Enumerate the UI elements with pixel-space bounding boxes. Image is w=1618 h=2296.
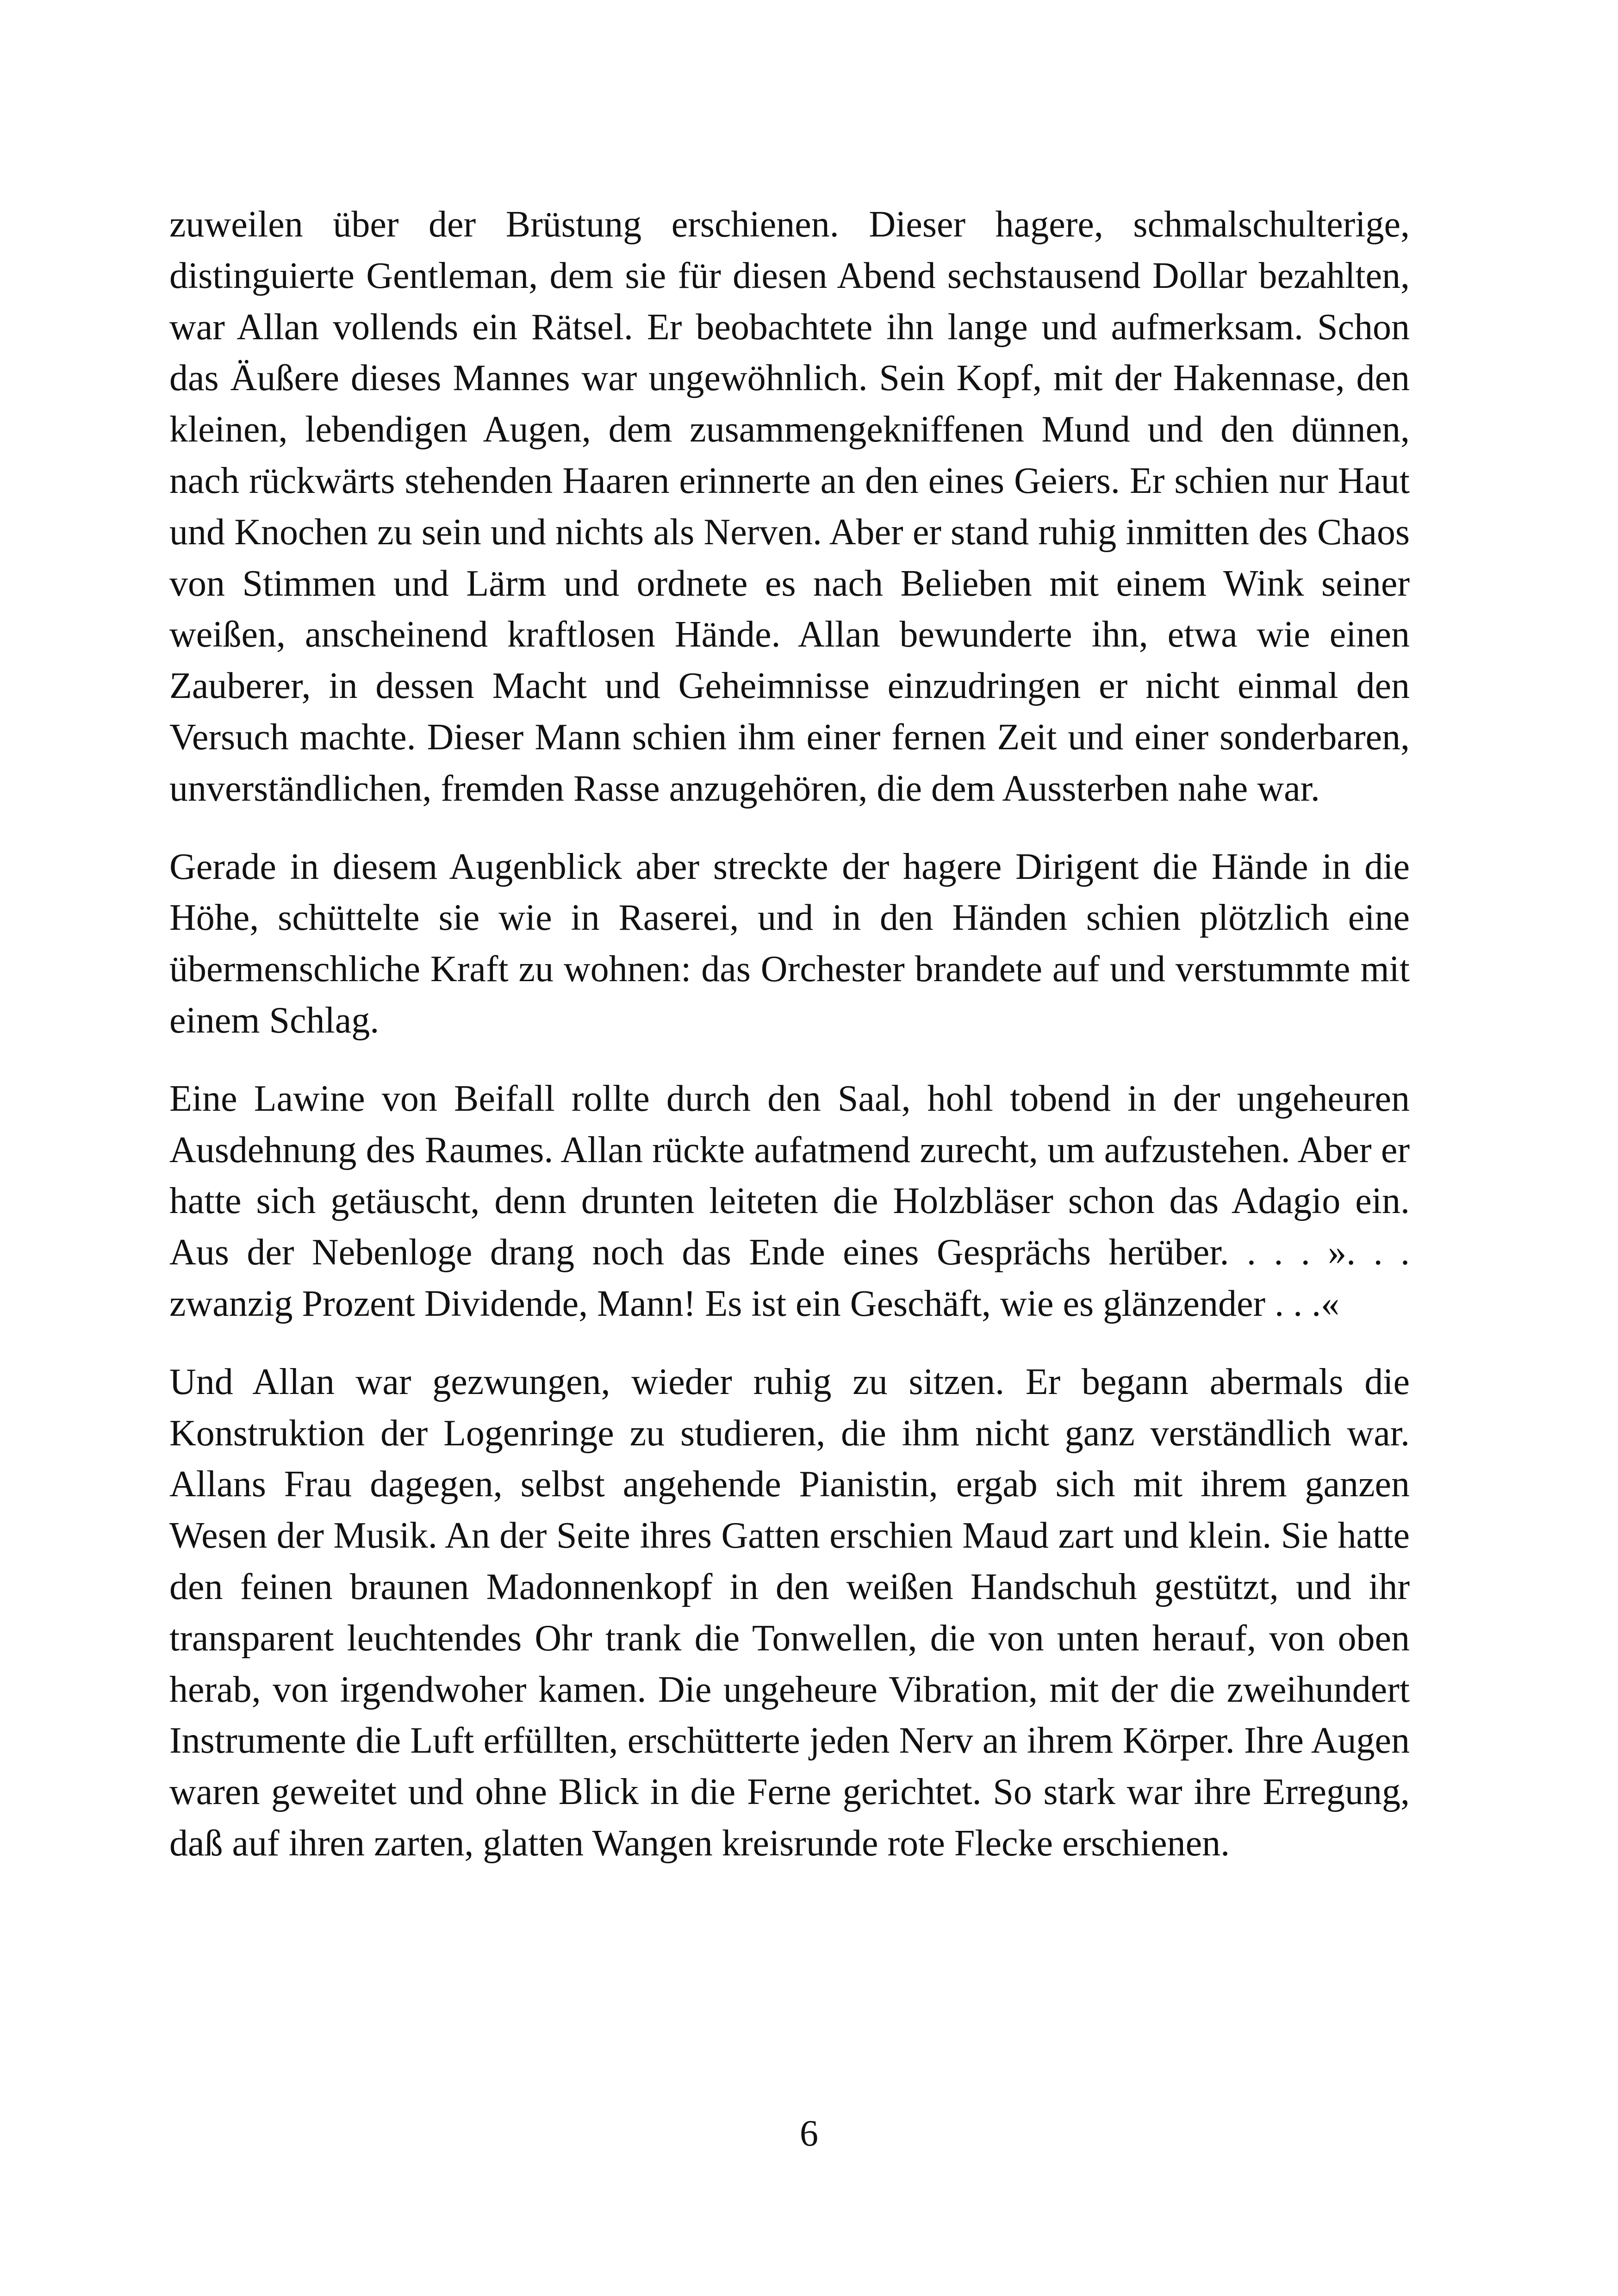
page-body (169, 199, 1410, 1896)
paragraph-1: zuweilen über der Brüstung erschienen. Dieser hagere, schmalschulterige, distinguierte Gentleman, dem sie für diesen Abend sechstausend Dollar bezahlten, war Allan vollends ein Rätsel. Er beobachtete ihn lange und aufmerksam. Schon das Äußere dieses Mannes war ungewöhnlich. Sein Kopf, mit der Hakennase, den kleinen, lebendigen Augen, dem zusammengekniffenen Mund und den dünnen, nach rückwärts stehenden Haaren erinnerte an den eines Geiers. Er schien nur Haut und Knochen zu sein und nichts als Nerven. Aber er stand ruhig inmitten des Chaos von Stimmen und Lärm und ordnete es nach Belieben mit einem Wink seiner weißen, anscheinend kraftlosen Hände. Allan bewunderte ihn, etwa wie einen Zauberer, in dessen Macht und Geheimnisse einzudringen er nicht einmal den Versuch machte. Dieser Mann schien ihm einer fernen Zeit und einer sonderbaren, unverständlichen, fremden Rasse anzugehören, die dem Aussterben nahe war. (169, 204, 1410, 809)
paragraph-2: Gerade in diesem Augenblick aber streckte der hagere Dirigent die Hände in die Höhe, schüttelte sie wie in Raserei, und in den Händen schien plötzlich eine übermenschliche Kraft zu wohnen: das Orchester brandete auf und verstummte mit einem Schlag. (169, 846, 1410, 1041)
paragraph-3: Eine Lawine von Beifall rollte durch den Saal, hohl tobend in der ungeheuren Ausdehnung des Raumes. Allan rückte aufatmend zurecht, um aufzustehen. Aber er hatte sich getäuscht, denn drunten leiteten die Holzbläser schon das Adagio ein. Aus der Nebenloge drang noch das Ende eines Gesprächs herüber. . . . ». . . zwanzig Prozent Dividende, Mann! Es ist ein Geschäft, wie es glänzender . . .« (169, 1078, 1410, 1324)
paragraph-4: Und Allan war gezwungen, wieder ruhig zu sitzen. Er begann abermals die Konstruktion der Logenringe zu studieren, die ihm nicht ganz verständlich war. Allans Frau dagegen, selbst angehende Pianistin, ergab sich mit ihrem ganzen Wesen der Musik. An der Seite ihres Gatten erschien Maud zart und klein. Sie hatte den feinen braunen Madonnenkopf in den weißen Handschuh gestützt, und ihr transparent leuchtendes Ohr trank die Tonwellen, die von unten herauf, von oben herab, von irgendwoher kamen. Die ungeheure Vibration, mit der die zweihundert Instrumente die Luft erfüllten, erschütterte jeden Nerv an ihrem Körper. Ihre Augen waren geweitet und ohne Blick in die Ferne gerichtet. So stark war ihre Erregung, daß auf ihren zarten, glatten Wangen kreisrunde rote Flecke erschienen. (169, 1361, 1410, 1864)
page-number: 6 (800, 2113, 818, 2154)
